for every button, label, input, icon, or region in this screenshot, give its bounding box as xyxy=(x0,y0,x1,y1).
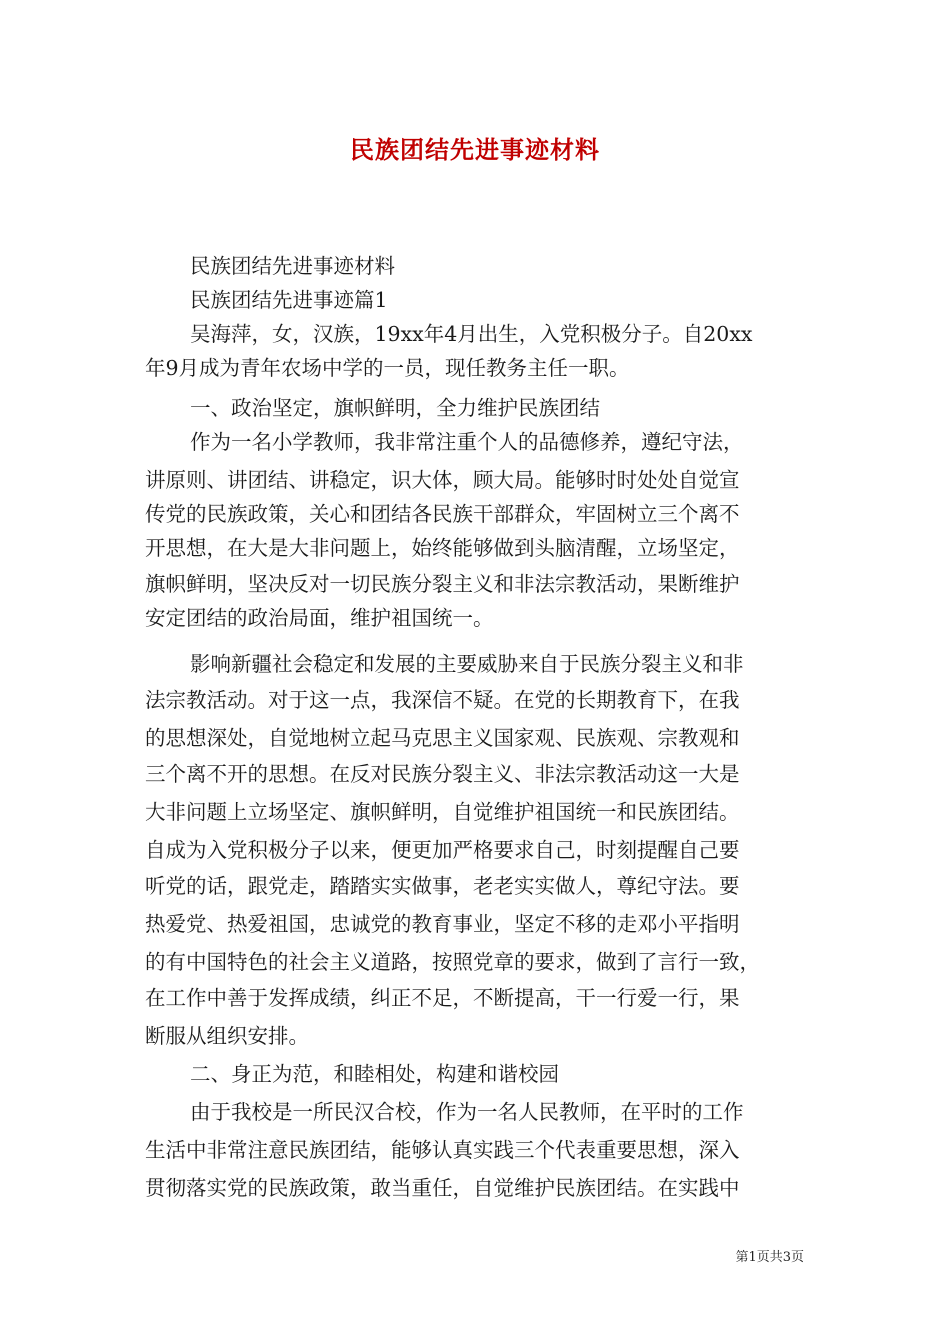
body-line xyxy=(0,600,950,636)
body-line xyxy=(0,794,950,830)
body-line xyxy=(0,1056,950,1092)
body-line-text: 旗帜鲜明，坚决反对一切民族分裂主义和非法宗教活动，果断维护 xyxy=(145,572,740,596)
body-line xyxy=(0,1132,950,1168)
body-line-text: 作为一名小学教师，我非常注重个人的品德修养，遵纪守法， xyxy=(190,430,744,454)
body-line-text: 听党的话，跟党走，踏踏实实做事，老老实实做人，尊纪守法。要 xyxy=(145,874,740,898)
body-line xyxy=(0,944,950,980)
body-line xyxy=(0,350,950,386)
body-line xyxy=(0,756,950,792)
body-line xyxy=(0,566,950,602)
body-line-text: 自成为入党积极分子以来，便更加严格要求自己，时刻提醒自己要 xyxy=(145,838,740,862)
body-line-text: 贯彻落实党的民族政策，敢当重任，自觉维护民族团结。在实践中 xyxy=(145,1176,740,1200)
body-line xyxy=(0,390,950,426)
body-line xyxy=(0,1094,950,1130)
body-line-text: 民族团结先进事迹篇1 xyxy=(190,288,388,312)
page-number: 第1页共3页 xyxy=(735,1250,804,1265)
body-line-text: 年9月成为青年农场中学的一员，现任教务主任一职。 xyxy=(145,356,630,380)
document-title: 民族团结先进事迹材料 xyxy=(350,135,600,164)
body-line-text: 热爱党、热爱祖国，忠诚党的教育事业，坚定不移的走邓小平指明 xyxy=(145,912,740,936)
body-line xyxy=(0,646,950,682)
body-line-text: 断服从组织安排。 xyxy=(145,1024,309,1048)
body-line-text: 在工作中善于发挥成绩，纠正不足，不断提高，干一行爱一行，果 xyxy=(145,986,740,1010)
body-line xyxy=(0,530,950,566)
body-line xyxy=(0,462,950,498)
body-line-text: 吴海萍，女，汉族，19xx年4月出生，入党积极分子。自20xx xyxy=(190,322,753,346)
body-line-text: 讲原则、讲团结、讲稳定，识大体，顾大局。能够时时处处自觉宣 xyxy=(145,468,740,492)
body-line xyxy=(0,282,950,318)
body-line-text: 安定团结的政治局面，维护祖国统一。 xyxy=(145,606,494,630)
body-line-text: 的思想深处，自觉地树立起马克思主义国家观、民族观、宗教观和 xyxy=(145,726,740,750)
body-line xyxy=(0,316,950,352)
body-line xyxy=(0,832,950,868)
body-line-text: 法宗教活动。对于这一点，我深信不疑。在党的长期教育下，在我 xyxy=(145,688,740,712)
body-line-text: 一、政治坚定，旗帜鲜明，全力维护民族团结 xyxy=(190,396,600,420)
body-line xyxy=(0,980,950,1016)
body-line xyxy=(0,682,950,718)
body-line xyxy=(0,424,950,460)
body-line-text: 三个离不开的思想。在反对民族分裂主义、非法宗教活动这一大是 xyxy=(145,762,740,786)
body-line xyxy=(0,720,950,756)
body-line xyxy=(0,496,950,532)
body-line-text: 传党的民族政策，关心和团结各民族干部群众，牢固树立三个离不 xyxy=(145,502,740,526)
body-line-text: 开思想，在大是大非问题上，始终能够做到头脑清醒，立场坚定， xyxy=(145,536,740,560)
body-line-text: 由于我校是一所民汉合校，作为一名人民教师，在平时的工作 xyxy=(190,1100,744,1124)
body-line xyxy=(0,868,950,904)
body-line-text: 民族团结先进事迹材料 xyxy=(190,254,395,278)
body-line-text: 影响新疆社会稳定和发展的主要威胁来自于民族分裂主义和非 xyxy=(190,652,744,676)
body-line xyxy=(0,906,950,942)
body-line xyxy=(0,1018,950,1054)
body-line-text: 二、身正为范，和睦相处，构建和谐校园 xyxy=(190,1062,559,1086)
body-line-text: 的有中国特色的社会主义道路，按照党章的要求，做到了言行一致， xyxy=(145,950,760,974)
body-line-text: 生活中非常注意民族团结，能够认真实践三个代表重要思想，深入 xyxy=(145,1138,740,1162)
body-line xyxy=(0,1170,950,1206)
body-line-text: 大非问题上立场坚定、旗帜鲜明，自觉维护祖国统一和民族团结。 xyxy=(145,800,740,824)
body-line xyxy=(0,248,950,284)
